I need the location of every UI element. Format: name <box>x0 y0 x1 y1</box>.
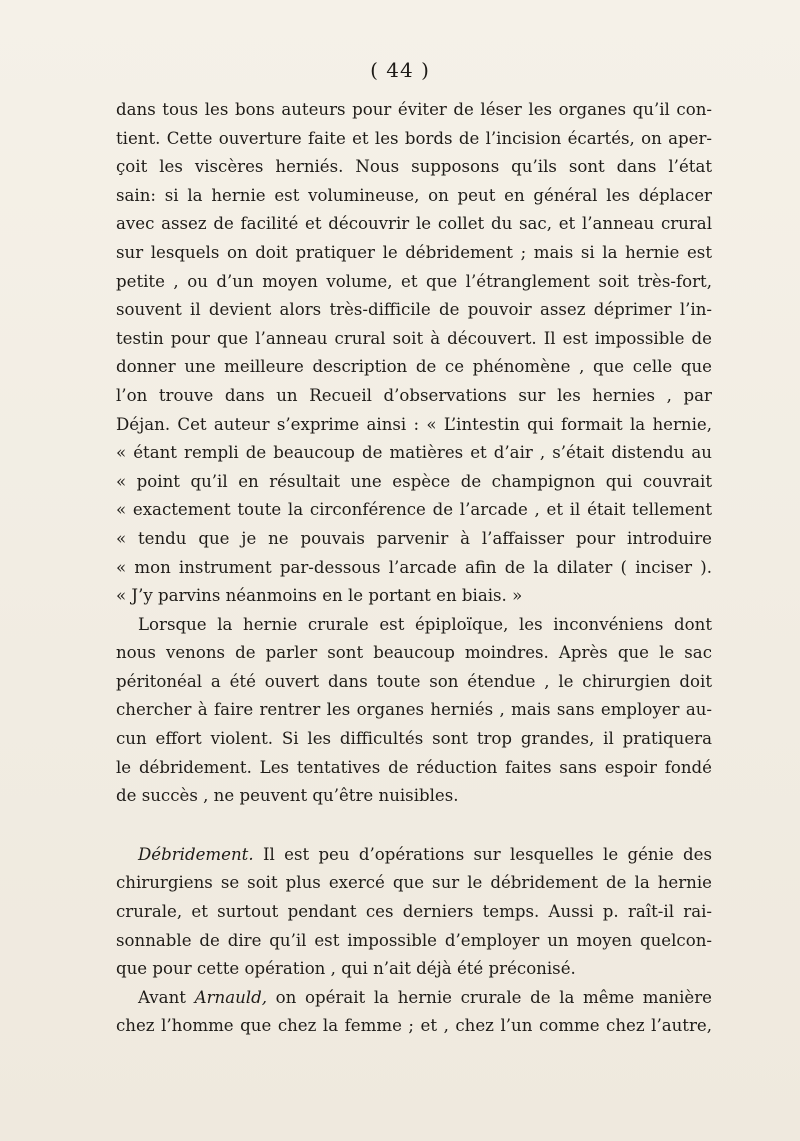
text-span: Il est peu d’opérations sur lesquelles le génie des <box>253 844 712 864</box>
text-line: l’on trouve dans un Recueil d’observations sur les hernies , par <box>116 385 712 405</box>
paragraph-1 <box>116 96 712 611</box>
author-name: Arnauld, <box>194 987 267 1007</box>
text-span: Avant <box>138 987 195 1007</box>
text-line: chirurgiens se soit plus exercé que sur le débridement de la hernie <box>116 873 712 893</box>
text-line: souvent il devient alors très-difficile de pouvoir assez déprimer l’in- <box>116 300 712 320</box>
quote-line: « étant rempli de beaucoup de matières et d’air , s’était distendu au <box>116 443 712 463</box>
text-line: petite , ou d’un moyen volume, et que l’étranglement soit très-fort, <box>116 271 712 291</box>
section-heading: Débridement. <box>138 844 254 864</box>
text-line: cun effort violent. Si les difficultés sont trop grandes, il pratiquera <box>116 729 712 749</box>
text-line: de succès , ne peuvent qu’être nuisibles. <box>116 786 459 806</box>
text-line: que pour cette opération , qui n’ait déjà été préconisé. <box>116 959 576 979</box>
text-line: avec assez de facilité et découvrir le collet du sac, et l’anneau crural <box>116 214 712 234</box>
text-line: Déjan. Cet auteur s’exprime ainsi : « L’intestin qui formait la hernie, <box>116 414 712 434</box>
paragraph-3 <box>116 841 712 984</box>
quote-line: « exactement toute la circonférence de l’arcade , et il était tellement <box>116 500 712 520</box>
text-line: sonnable de dire qu’il est impossible d’employer un moyen quelcon- <box>116 930 712 950</box>
text-line <box>116 984 712 1013</box>
text-line: sur lesquels on doit pratiquer le débridement ; mais si la hernie est <box>116 242 712 262</box>
text-line: péritonéal a été ouvert dans toute son étendue , le chirurgien doit <box>116 671 712 691</box>
quote-line: « tendu que je ne pouvais parvenir à l’affaisser pour introduire <box>116 528 712 548</box>
text-line: chercher à faire rentrer les organes herniés , mais sans employer au- <box>116 700 712 720</box>
text-line: testin pour que l’anneau crural soit à découvert. Il est impossible de <box>116 328 712 348</box>
text-line: crurale, et surtout pendant ces derniers temps. Aussi p. raît-il rai- <box>116 902 712 922</box>
paragraph-4 <box>116 984 712 1041</box>
text-line: donner une meilleure description de ce phénomène , que celle que <box>116 357 712 377</box>
quote-line: « point qu’il en résultait une espèce de champignon qui couvrait <box>116 471 712 491</box>
paragraph-gap <box>116 811 712 841</box>
paragraph-2 <box>116 611 712 811</box>
text-line: dans tous les bons auteurs pour éviter de léser les organes qu’il con- <box>116 100 712 119</box>
text-line: chez l’homme que chez la femme ; et , chez l’un comme chez l’autre, <box>116 1016 712 1036</box>
text-line: le débridement. Les tentatives de réduction faites sans espoir fondé <box>116 757 712 777</box>
text-line: tient. Cette ouverture faite et les bords de l’incision écartés, on aper- <box>116 128 712 148</box>
text-line: sain: si la hernie est volumineuse, on peut en général les déplacer <box>116 185 712 205</box>
quote-line: « mon instrument par-dessous l’arcade afin de la dilater ( inciser ). <box>116 557 712 577</box>
text-line: nous venons de parler sont beaucoup moindres. Après que le sac <box>116 643 712 663</box>
text-line: çoit les viscères herniés. Nous supposons qu’ils sont dans l’état <box>116 157 712 177</box>
page-body <box>116 96 712 1041</box>
text-line: Lorsque la hernie crurale est épiploïque, les inconvéniens dont <box>138 614 712 634</box>
quote-line: « J’y parvins néanmoins en le portant en biais. » <box>116 586 523 606</box>
text-span: on opérait la hernie crurale de la même manière <box>266 987 712 1007</box>
page-number: ( 44 ) <box>370 58 430 82</box>
text-line <box>116 841 712 870</box>
